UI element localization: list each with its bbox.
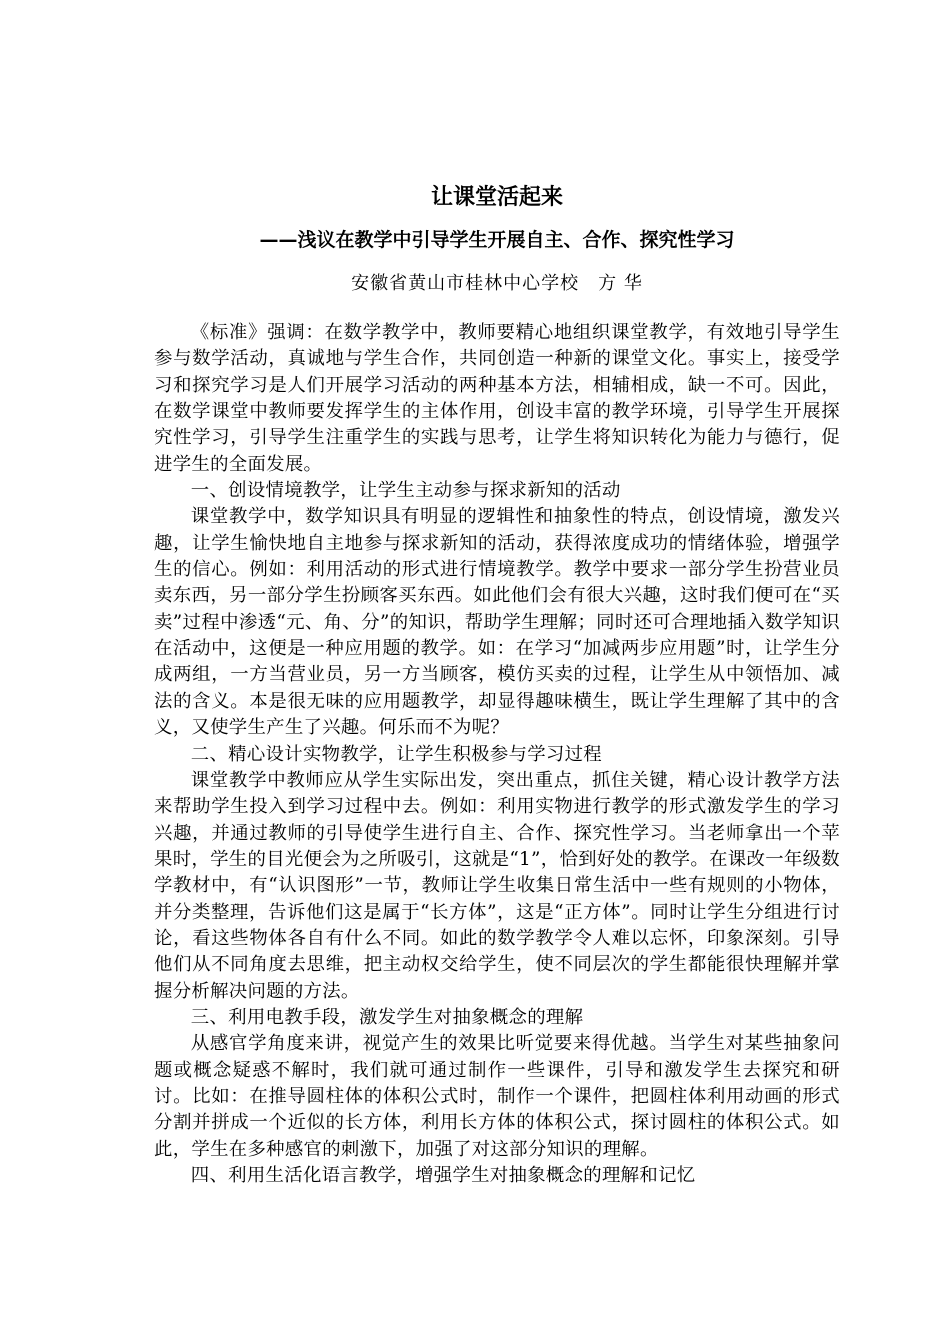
section-heading-2: 二、精心设计实物教学，让学生积极参与学习过程 [190, 743, 602, 765]
section-paragraph-3: 从感官学角度来讲，视觉产生的效果比听觉要来得优越。当学生对某些抽象问题或概念疑惑不解时，我们就可通过制作一些课件，引导和激发学生去探究和研讨。比如：在推导圆柱体的体积公式时，制作一个课件，把圆柱体利用动画的形式分割并拼成一个近似的长方体，利用长方体的体积公式，探讨圆柱的体积公式。如此，学生在多种感官的刺激下，加强了对这部分知识的理解。 [154, 1033, 840, 1160]
section-paragraph-2: 课堂教学中教师应从学生实际出发，突出重点，抓住关键，精心设计教学方法来帮助学生投入到学习过程中去。例如：利用实物进行教学的形式激发学生的学习兴趣，并通过教师的引导使学生进行自主、合作、探究性学习。当老师拿出一个苹果时，学生的目光便会为之所吸引，这就是“1”，恰到好处的教学。在课改一年级数学教材中，有“认识图形”一节，教师让学生收集日常生活中一些有规则的小物体，并分类整理，告诉他们这是属于“长方体”，这是“正方体”。同时让学生分组进行讨论，看这些物体各自有什么不同。如此的数学教学令人难以忘怀，印象深刻。引导他们从不同角度去思维，把主动权交给学生，使不同层次的学生都能很快理解并掌握分析解决问题的方法。 [154, 769, 840, 1002]
document-subtitle: ——浅议在教学中引导学生开展自主、合作、探究性学习 [259, 229, 735, 251]
document-body [154, 320, 840, 1189]
intro-paragraph: 《标准》强调：在数学教学中，教师要精心地组织课堂教学，有效地引导学生参与数学活动，真诚地与学生合作，共同创造一种新的课堂文化。事实上，接受学习和探究学习是人们开展学习活动的两种基本方法，相辅相成，缺一不可。因此，在数学课堂中教师要发挥学生的主体作用，创设丰富的教学环境，引导学生开展探究性学习，引导学生注重学生的实践与思考，让学生将知识转化为能力与德行，促进学生的全面发展。 [154, 322, 840, 475]
document-author: 安徽省黄山市桂林中心学校 方 华 [351, 273, 643, 294]
document-title: 让课堂活起来 [430, 185, 563, 210]
section-heading-4: 四、利用生活化语言教学，增强学生对抽象概念的理解和记忆 [190, 1165, 696, 1186]
section-heading-1: 一、创设情境教学，让学生主动参与探求新知的活动 [190, 480, 621, 502]
document-page [154, 0, 840, 1344]
section-paragraph-1: 课堂教学中，数学知识具有明显的逻辑性和抽象性的特点，创设情境，激发兴趣，让学生愉快地自主地参与探求新知的活动，获得浓度成功的情绪体验，增强学生的信心。例如：利用活动的形式进行情境教学。教学中要求一部分学生扮营业员卖东西，另一部分学生扮顾客买东西。如此他们会有很大兴趣，这时我们便可在“买卖”过程中渗透“元、角、分”的知识，帮助学生理解；同时还可合理地插入数学知识在活动中，这便是一种应用题的教学。如：在学习“加减两步应用题”时，让学生分成两组，一方当营业员，另一方当顾客，模仿买卖的过程，让学生从中领悟加、减法的含义。本是很无味的应用题教学，却显得趣味横生，既让学生理解了其中的含义，又使学生产生了兴趣。何乐而不为呢？ [154, 506, 840, 739]
section-heading-3: 三、利用电教手段，激发学生对抽象概念的理解 [190, 1006, 584, 1028]
